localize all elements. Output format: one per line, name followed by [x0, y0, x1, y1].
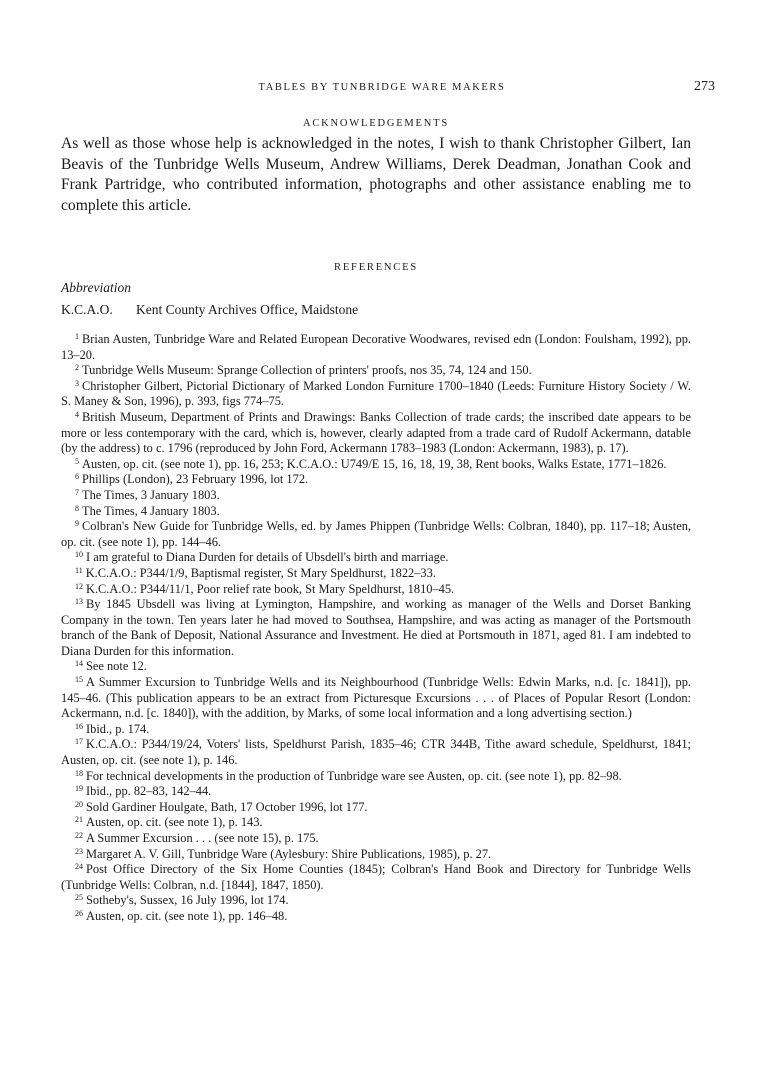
reference-note [61, 659, 691, 675]
note-text: Austen, op. cit. (see note 1), p. 143. [86, 815, 263, 830]
note-text: Phillips (London), 23 February 1996, lot 172. [82, 472, 309, 487]
note-number: 12 [75, 581, 83, 591]
note-text: Ibid., pp. 82–83, 142–44. [86, 784, 212, 799]
note-number: 2 [75, 363, 79, 373]
reference-note [61, 815, 691, 831]
reference-note [61, 519, 691, 550]
note-number: 6 [75, 472, 79, 482]
reference-note [61, 582, 691, 598]
note-number: 13 [75, 597, 83, 607]
reference-note [61, 800, 691, 816]
note-text: I am grateful to Diana Durden for details of Ubsdell's birth and marriage. [86, 550, 449, 565]
running-head [61, 78, 715, 102]
reference-note [61, 472, 691, 488]
note-text: Austen, op. cit. (see note 1), pp. 16, 253; K.C.A.O.: U749/E 15, 16, 18, 19, 38, Rent books, Walks Estate, 1771–1826. [82, 456, 667, 471]
reference-note [61, 831, 691, 847]
reference-note [61, 784, 691, 800]
reference-note [61, 769, 691, 785]
note-number: 8 [75, 503, 79, 513]
note-text: Brian Austen, Tunbridge Ware and Related European Decorative Woodwares, revised edn (London: Foulsham, 1992), pp. 13–20. [61, 332, 691, 362]
acknowledgements-heading: ACKNOWLEDGEMENTS [302, 118, 450, 129]
note-text: British Museum, Department of Prints and Drawings: Banks Collection of trade cards; the inscribed date appears to be more or less contemporary with the card, which is, however, clearly adapted from a trade card of Rudolf Ackermann, datable (by the address) to c. 1796 (reproduced by John Ford, Ackermann 1783–1983 (London: Ackermann, 1983), p. 17). [61, 409, 691, 456]
reference-note [61, 893, 691, 909]
note-number: 7 [75, 487, 79, 497]
note-number: 24 [75, 862, 83, 872]
note-text: By 1845 Ubsdell was living at Lymington, Hampshire, and working as manager of the Wells and Dorset Banking Company in the town. Ten years later he had moved to Southsea, Hampshire, and was acting as manager of the Portsmouth branch of the Bank of Deposit, National Assurance and Investment. He died at Portsmouth in 1871, aged 81. I am indebted to Diana Durden for this information. [61, 597, 691, 658]
reference-note [61, 488, 691, 504]
note-text: Post Office Directory of the Six Home Counties (1845); Colbran's Hand Book and Directory for Tunbridge Wells (Tunbridge Wells: Colbran, n.d. [1844], 1847, 1850). [61, 862, 691, 892]
note-text: See note 12. [86, 659, 147, 674]
note-text: K.C.A.O.: P344/19/24, Voters' lists, Speldhurst Parish, 1835–46; CTR 344B, Tithe award schedule, Speldhurst, 1841; Austen, op. cit. (see note 1), p. 146. [61, 737, 691, 768]
note-number: 1 [75, 332, 79, 341]
reference-note [61, 847, 691, 863]
note-number: 23 [75, 846, 83, 856]
note-number: 19 [75, 784, 83, 794]
running-title: TABLES BY TUNBRIDGE WARE MAKERS [258, 82, 506, 93]
reference-note [61, 722, 691, 738]
references-heading: REFERENCES [334, 262, 418, 273]
journal-page [61, 78, 715, 925]
note-number: 26 [75, 908, 83, 918]
abbreviation-entry [61, 301, 691, 319]
reference-note [61, 363, 691, 379]
note-text: K.C.A.O.: P344/1/9, Baptismal register, St Mary Speldhurst, 1822–33. [85, 565, 436, 580]
note-number: 18 [75, 768, 83, 778]
note-text: Christopher Gilbert, Pictorial Dictionary of Marked London Furniture 1700–1840 (Leeds: Furniture History Society / W. S. Maney & Son, 1996), p. 393, figs 774–75. [61, 378, 691, 409]
reference-note [61, 550, 691, 566]
reference-note [61, 862, 691, 893]
note-text: Ibid., p. 174. [86, 721, 150, 736]
note-number: 15 [75, 675, 83, 685]
abbreviation-value: Kent County Archives Office, Maidstone [136, 302, 359, 317]
note-number: 20 [75, 799, 83, 809]
note-number: 11 [75, 565, 83, 575]
note-number: 5 [75, 456, 79, 466]
abbreviation-key: K.C.A.O. [61, 302, 113, 317]
note-number: 16 [75, 721, 83, 731]
note-number: 17 [75, 737, 83, 747]
reference-note [61, 332, 691, 363]
reference-note [61, 410, 691, 457]
note-text: The Times, 3 January 1803. [82, 487, 220, 502]
note-number: 9 [75, 519, 79, 529]
reference-note [61, 675, 691, 722]
note-text: Austen, op. cit. (see note 1), pp. 146–48. [86, 908, 288, 923]
reference-note [61, 566, 691, 582]
note-text: Tunbridge Wells Museum: Sprange Collection of printers' proofs, nos 35, 74, 124 and 150. [82, 363, 532, 378]
reference-note [61, 737, 691, 768]
note-number: 25 [75, 893, 83, 903]
note-number: 4 [75, 409, 79, 419]
note-text: K.C.A.O.: P344/11/1, Poor relief rate book, St Mary Speldhurst, 1810–45. [86, 581, 455, 596]
note-text: The Times, 4 January 1803. [82, 503, 220, 518]
note-number: 22 [75, 831, 83, 840]
note-text: A Summer Excursion . . . (see note 15), p. 175. [86, 831, 319, 845]
note-text: A Summer Excursion to Tunbridge Wells and its Neighbourhood (Tunbridge Wells: Edwin Marks, n.d. [c. 1841]), pp. 145–46. (This publication appears to be an extract from Picturesque Excursions . . . of Places of Popular Resort (London: Ackermann, n.d. [c. 1840]), with the addition, by Marks, of some local information and a long advertising section.) [61, 675, 691, 721]
note-text: Margaret A. V. Gill, Tunbridge Ware (Aylesbury: Shire Publications, 1985), p. 27. [86, 846, 492, 861]
page-number: 273 [694, 79, 715, 94]
note-text: Sotheby's, Sussex, 16 July 1996, lot 174. [86, 893, 289, 908]
note-number: 21 [75, 815, 83, 825]
note-number: 14 [75, 659, 83, 669]
reference-notes-list [61, 332, 691, 925]
note-text: For technical developments in the production of Tunbridge ware see Austen, op. cit. (see note 1), pp. 82–98. [86, 768, 622, 783]
reference-note [61, 504, 691, 520]
note-text: Colbran's New Guide for Tunbridge Wells, ed. by James Phippen (Tunbridge Wells: Colbran, 1840), pp. 117–18; Austen, op. cit. (see note 1), pp. 144–46. [61, 519, 691, 549]
reference-note [61, 379, 691, 410]
reference-note [61, 457, 691, 473]
acknowledgements-text: As well as those whose help is acknowledged in the notes, I wish to thank Christopher Gilbert, Ian Beavis of the Tunbridge Wells Museum, Andrew Williams, Derek Deadman, Jonathan Cook and Frank Partridge, who contributed information, photographs and other assistance enabling me to complete this article. [61, 135, 691, 214]
note-number: 10 [75, 550, 83, 560]
reference-note [61, 597, 691, 659]
note-text: Sold Gardiner Houlgate, Bath, 17 October 1996, lot 177. [86, 799, 368, 814]
note-number: 3 [75, 378, 79, 388]
reference-note [61, 909, 691, 925]
abbreviation-label: Abbreviation [61, 280, 131, 295]
